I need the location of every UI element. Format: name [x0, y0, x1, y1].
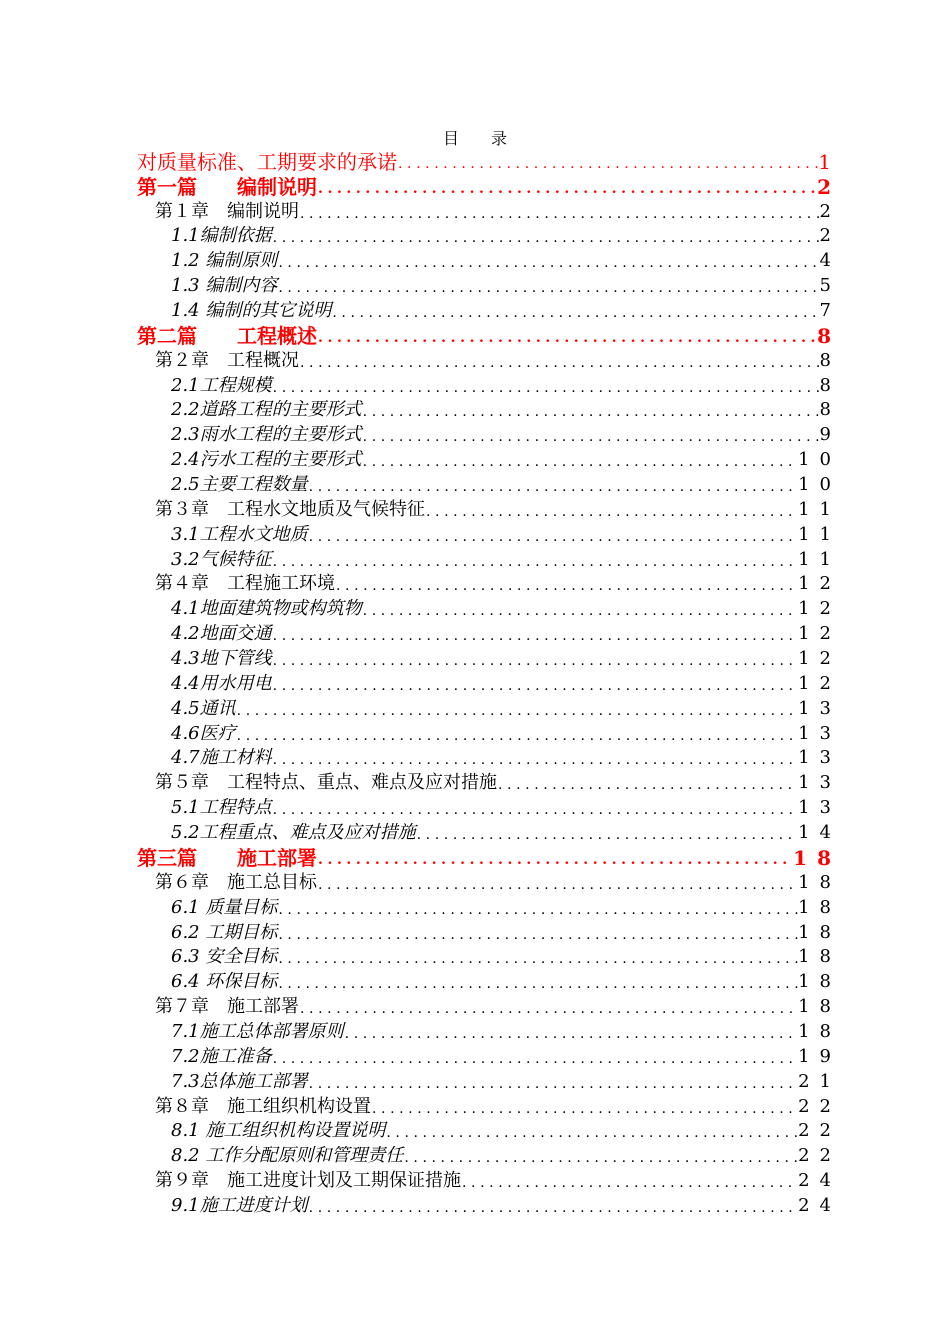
toc-dot-leader — [278, 974, 798, 994]
toc-entry-label: 第９章 施工进度计划及工期保证措施 — [155, 1170, 461, 1192]
toc-page-number: 1 — [818, 149, 841, 174]
toc-entry-label: 第三篇 施工部署 — [137, 845, 317, 870]
toc-page-number: 13 — [798, 722, 841, 744]
toc-section-entry[interactable] — [137, 1069, 841, 1094]
toc-dot-leader — [278, 925, 798, 945]
toc-section-entry[interactable] — [137, 273, 841, 298]
toc-page-number: 10 — [798, 449, 841, 471]
toc-entry-label: 第１章 编制说明 — [155, 200, 299, 222]
toc-entry-label: 第８章 施工组织机构设置 — [155, 1095, 371, 1117]
toc-entry-label: 8.2 工作分配原则和管理责任 — [171, 1145, 404, 1167]
toc-entry-label: 1.1编制依据 — [171, 225, 272, 247]
toc-section-entry[interactable] — [137, 969, 841, 994]
toc-page-number: 18 — [798, 971, 841, 993]
toc-dot-leader — [278, 900, 798, 920]
toc-dot-leader — [273, 626, 798, 646]
toc-section-entry[interactable] — [137, 298, 841, 323]
toc-section-entry[interactable] — [137, 945, 841, 970]
toc-page-number: 12 — [798, 598, 841, 620]
toc-page-number: 12 — [798, 623, 841, 645]
toc-page-number: 12 — [798, 573, 841, 595]
toc-page-number: 14 — [798, 822, 841, 844]
toc-entry-label: 2.4污水工程的主要形式 — [171, 449, 362, 471]
toc-section-entry[interactable] — [137, 696, 841, 721]
toc-dot-leader — [345, 1024, 798, 1044]
toc-dot-leader — [278, 949, 798, 969]
toc-chapter-entry[interactable] — [137, 497, 841, 522]
toc-dot-leader — [300, 204, 820, 224]
toc-dot-leader — [309, 1074, 798, 1094]
toc-page-number: 21 — [798, 1070, 841, 1092]
toc-entry-label: 第６章 施工总目标 — [155, 871, 317, 893]
toc-dot-leader — [273, 651, 798, 671]
toc-section-entry[interactable] — [137, 1193, 841, 1218]
toc-part-entry[interactable] — [137, 174, 841, 199]
toc-page-number: 2 — [817, 174, 841, 199]
toc-entry-label: 9.1施工进度计划 — [171, 1194, 308, 1216]
toc-page-number: 18 — [798, 921, 841, 943]
toc-dot-leader — [318, 875, 798, 895]
toc-dot-leader — [372, 1099, 798, 1119]
toc-entry-label: 8.1 施工组织机构设置说明 — [171, 1120, 386, 1142]
toc-entry-label: 第４章 工程施工环境 — [155, 573, 335, 595]
toc-section-entry[interactable] — [137, 746, 841, 771]
toc-page-number: 10 — [798, 474, 841, 496]
toc-entry-label: 3.1工程水文地质 — [171, 523, 308, 545]
toc-section-entry[interactable] — [137, 1119, 841, 1144]
toc-section-entry[interactable] — [137, 795, 841, 820]
toc-dot-leader — [318, 179, 817, 199]
toc-dot-leader — [273, 676, 798, 696]
toc-page-number: 8 — [819, 374, 841, 396]
toc-entry-label: 7.1施工总体部署原则 — [171, 1020, 344, 1042]
toc-entry-label: 2.2道路工程的主要形式 — [171, 399, 362, 421]
toc-dot-leader — [273, 800, 798, 820]
toc-dot-leader — [336, 576, 798, 596]
toc-page-number: 8 — [817, 323, 841, 348]
toc-dot-leader — [498, 775, 798, 795]
toc-dot-leader — [462, 1173, 798, 1193]
toc-entry-label: 3.2气候特征 — [171, 548, 272, 570]
toc-entry-label: 7.3总体施工部署 — [171, 1070, 308, 1092]
toc-chapter-entry[interactable] — [137, 572, 841, 597]
toc-entry-label: 6.1 质量目标 — [171, 896, 278, 918]
toc-entry-label: 6.4 环保目标 — [171, 971, 278, 993]
toc-section-entry[interactable] — [137, 820, 841, 845]
toc-section-entry[interactable] — [137, 1044, 841, 1069]
toc-section-entry[interactable] — [137, 472, 841, 497]
toc-page-number: 11 — [798, 548, 841, 570]
toc-entry-label: 第二篇 工程概述 — [137, 323, 317, 348]
toc-entry-label: 2.5主要工程数量 — [171, 474, 308, 496]
toc-entry-label: 7.2施工准备 — [171, 1045, 272, 1067]
toc-entry-label: 5.1工程特点 — [171, 797, 272, 819]
toc-part-entry[interactable] — [137, 149, 841, 174]
toc-page-number: 24 — [798, 1170, 841, 1192]
toc-dot-leader — [363, 601, 798, 621]
toc-section-entry[interactable] — [137, 224, 841, 249]
toc-page-number: 7 — [819, 300, 841, 322]
toc-section-entry[interactable] — [137, 721, 841, 746]
toc-page-number: 12 — [798, 648, 841, 670]
toc-dot-leader — [318, 850, 793, 870]
toc-section-entry[interactable] — [137, 422, 841, 447]
toc-entry-label: 2.1工程规模 — [171, 374, 272, 396]
toc-page-number: 18 — [798, 871, 841, 893]
toc-dot-leader — [273, 1049, 798, 1069]
toc-title — [0, 126, 950, 149]
toc-dot-leader — [386, 1123, 798, 1143]
toc-page-number: 8 — [819, 399, 841, 421]
toc-dot-leader — [398, 154, 818, 174]
toc-dot-leader — [309, 1198, 798, 1218]
toc-page-number: 11 — [798, 498, 841, 520]
toc-entry-label: 第２章 工程概况 — [155, 349, 299, 371]
toc-section-entry[interactable] — [137, 547, 841, 572]
toc-title-char-2: 录 — [491, 129, 508, 148]
toc-dot-leader — [300, 353, 820, 373]
toc-entry-label: 6.3 安全目标 — [171, 946, 278, 968]
toc-part-entry[interactable] — [137, 845, 841, 870]
toc-page-number: 2 — [819, 200, 841, 222]
toc-page-number: 24 — [798, 1194, 841, 1216]
toc-dot-leader — [273, 552, 798, 572]
toc-page-number: 18 — [798, 1020, 841, 1042]
toc-page-number: 13 — [798, 747, 841, 769]
toc-entry-label: 4.4用水用电 — [171, 672, 272, 694]
toc-section-entry[interactable] — [137, 646, 841, 671]
table-of-contents — [137, 149, 841, 1218]
toc-chapter-entry[interactable] — [137, 770, 841, 795]
toc-page-number: 18 — [798, 996, 841, 1018]
toc-dot-leader — [300, 999, 798, 1019]
toc-dot-leader — [363, 452, 798, 472]
toc-dot-leader — [363, 402, 820, 422]
toc-entry-label: 对质量标准、工期要求的承诺 — [137, 149, 397, 174]
toc-dot-leader — [404, 1148, 798, 1168]
toc-entry-label: 4.2地面交通 — [171, 623, 272, 645]
toc-entry-label: 4.3地下管线 — [171, 648, 272, 670]
toc-page-number: 18 — [793, 845, 841, 870]
toc-section-entry[interactable] — [137, 920, 841, 945]
toc-section-entry[interactable] — [137, 248, 841, 273]
toc-section-entry[interactable] — [137, 671, 841, 696]
toc-entry-label: 2.3雨水工程的主要形式 — [171, 424, 362, 446]
toc-page-number: 18 — [798, 896, 841, 918]
toc-dot-leader — [278, 278, 819, 298]
toc-dot-leader — [363, 427, 820, 447]
toc-section-entry[interactable] — [137, 373, 841, 398]
toc-entry-label: 第一篇 编制说明 — [137, 174, 317, 199]
toc-section-entry[interactable] — [137, 621, 841, 646]
toc-entry-label: 5.2工程重点、难点及应对措施 — [171, 822, 416, 844]
toc-section-entry[interactable] — [137, 1143, 841, 1168]
toc-entry-label: 4.6医疗 — [171, 722, 236, 744]
toc-page-number: 9 — [819, 424, 841, 446]
toc-dot-leader — [417, 825, 798, 845]
toc-entry-label: 1.2 编制原则 — [171, 250, 278, 272]
toc-entry-label: 6.2 工期目标 — [171, 921, 278, 943]
toc-chapter-entry[interactable] — [137, 994, 841, 1019]
toc-page-number: 4 — [819, 250, 841, 272]
toc-entry-label: 4.5通讯 — [171, 697, 236, 719]
toc-section-entry[interactable] — [137, 447, 841, 472]
toc-entry-label: 第７章 施工部署 — [155, 996, 299, 1018]
toc-page-number: 13 — [798, 772, 841, 794]
toc-entry-label: 1.3 编制内容 — [171, 275, 278, 297]
toc-section-entry[interactable] — [137, 522, 841, 547]
toc-chapter-entry[interactable] — [137, 348, 841, 373]
toc-section-entry[interactable] — [137, 596, 841, 621]
toc-page-number: 13 — [798, 797, 841, 819]
toc-dot-leader — [237, 726, 798, 746]
toc-section-entry[interactable] — [137, 398, 841, 423]
toc-chapter-entry[interactable] — [137, 1094, 841, 1119]
toc-page-number: 5 — [819, 275, 841, 297]
toc-dot-leader — [237, 701, 798, 721]
toc-dot-leader — [278, 253, 819, 273]
toc-page-number: 11 — [798, 523, 841, 545]
toc-page-number: 22 — [798, 1145, 841, 1167]
toc-dot-leader — [273, 378, 820, 398]
toc-page-number: 2 — [819, 225, 841, 247]
toc-chapter-entry[interactable] — [137, 199, 841, 224]
toc-title-char-1: 目 — [442, 129, 459, 148]
toc-entry-label: 1.4 编制的其它说明 — [171, 300, 332, 322]
toc-entry-label: 第３章 工程水文地质及气候特征 — [155, 498, 425, 520]
toc-dot-leader — [273, 228, 820, 248]
toc-page-number: 8 — [819, 349, 841, 371]
toc-page-number: 12 — [798, 672, 841, 694]
toc-dot-leader — [332, 303, 819, 323]
toc-chapter-entry[interactable] — [137, 1168, 841, 1193]
toc-dot-leader — [318, 328, 817, 348]
toc-entry-label: 4.7施工材料 — [171, 747, 272, 769]
toc-dot-leader — [426, 502, 798, 522]
toc-entry-label: 第５章 工程特点、重点、难点及应对措施 — [155, 772, 497, 794]
toc-entry-label: 4.1地面建筑物或构筑物 — [171, 598, 362, 620]
toc-page-number: 19 — [798, 1045, 841, 1067]
toc-page-number: 22 — [798, 1120, 841, 1142]
toc-part-entry[interactable] — [137, 323, 841, 348]
toc-page-number: 18 — [798, 946, 841, 968]
toc-dot-leader — [309, 477, 798, 497]
toc-chapter-entry[interactable] — [137, 870, 841, 895]
toc-dot-leader — [273, 750, 798, 770]
toc-section-entry[interactable] — [137, 895, 841, 920]
toc-section-entry[interactable] — [137, 1019, 841, 1044]
toc-page-number: 22 — [798, 1095, 841, 1117]
toc-dot-leader — [309, 527, 798, 547]
toc-page-number: 13 — [798, 697, 841, 719]
